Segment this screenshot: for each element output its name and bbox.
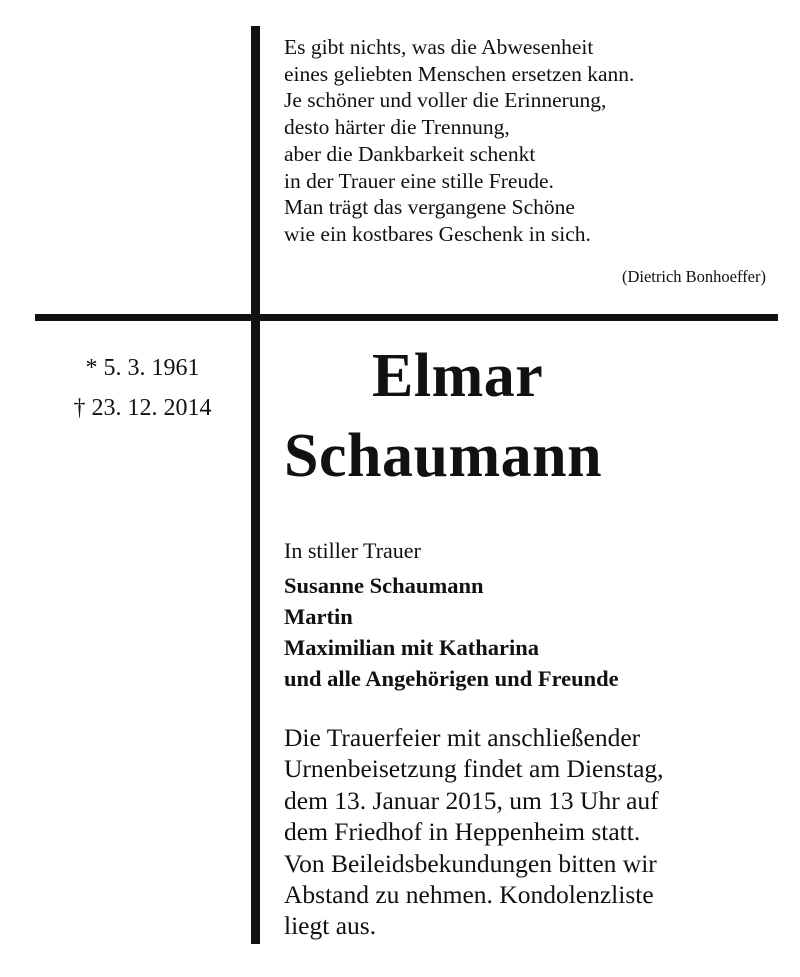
deceased-last-name: Schaumann [284,422,603,490]
mourner-name: Martin [284,604,353,629]
notice-line: dem Friedhof in Heppenheim statt. [284,817,641,847]
mourner-name: und alle Angehörigen und Freunde [284,666,619,691]
quote-line: desto härter die Trennung, [284,115,510,140]
mourner-name: Susanne Schaumann [284,573,484,598]
cross-horizontal-bar [35,314,778,321]
notice-line: liegt aus. [284,911,377,941]
death-date: † 23. 12. 2014 [73,395,212,421]
mourner-name: Maximilian mit Katharina [284,635,539,660]
bonhoeffer-quote [284,34,754,248]
quote-line: wie ein kostbares Geschenk in sich. [284,221,591,246]
quote-author: (Dietrich Bonhoeffer) [621,267,766,286]
quote-line: Man trägt das vergangene Schöne [284,195,575,220]
mourning-intro: In stiller Trauer [284,538,421,563]
quote-line: Es gibt nichts, was die Abwesenheit [284,35,594,59]
quote-line: Je schöner und voller die Erinnerung, [284,88,607,113]
deceased-first-name: Elmar [372,342,544,410]
cross-vertical-bar [251,26,260,944]
notice-line: Von Beileidsbekundungen bitten wir [284,848,657,878]
quote-line: in der Trauer eine stille Freude. [284,168,554,193]
notice-line: Die Trauerfeier mit anschließender [284,723,641,752]
birth-date: * 5. 3. 1961 [85,355,200,381]
quote-line: aber die Dankbarkeit schenkt [284,141,536,166]
quote-line: eines geliebten Menschen ersetzen kann. [284,61,635,86]
funeral-notice [284,722,784,942]
notice-line: dem 13. Januar 2015, um 13 Uhr auf [284,785,659,815]
notice-line: Abstand zu nehmen. Kondolenzliste [284,880,654,910]
mourners-list [284,570,764,694]
life-dates [40,348,245,428]
notice-line: Urnenbeisetzung findet am Dienstag, [284,754,664,784]
